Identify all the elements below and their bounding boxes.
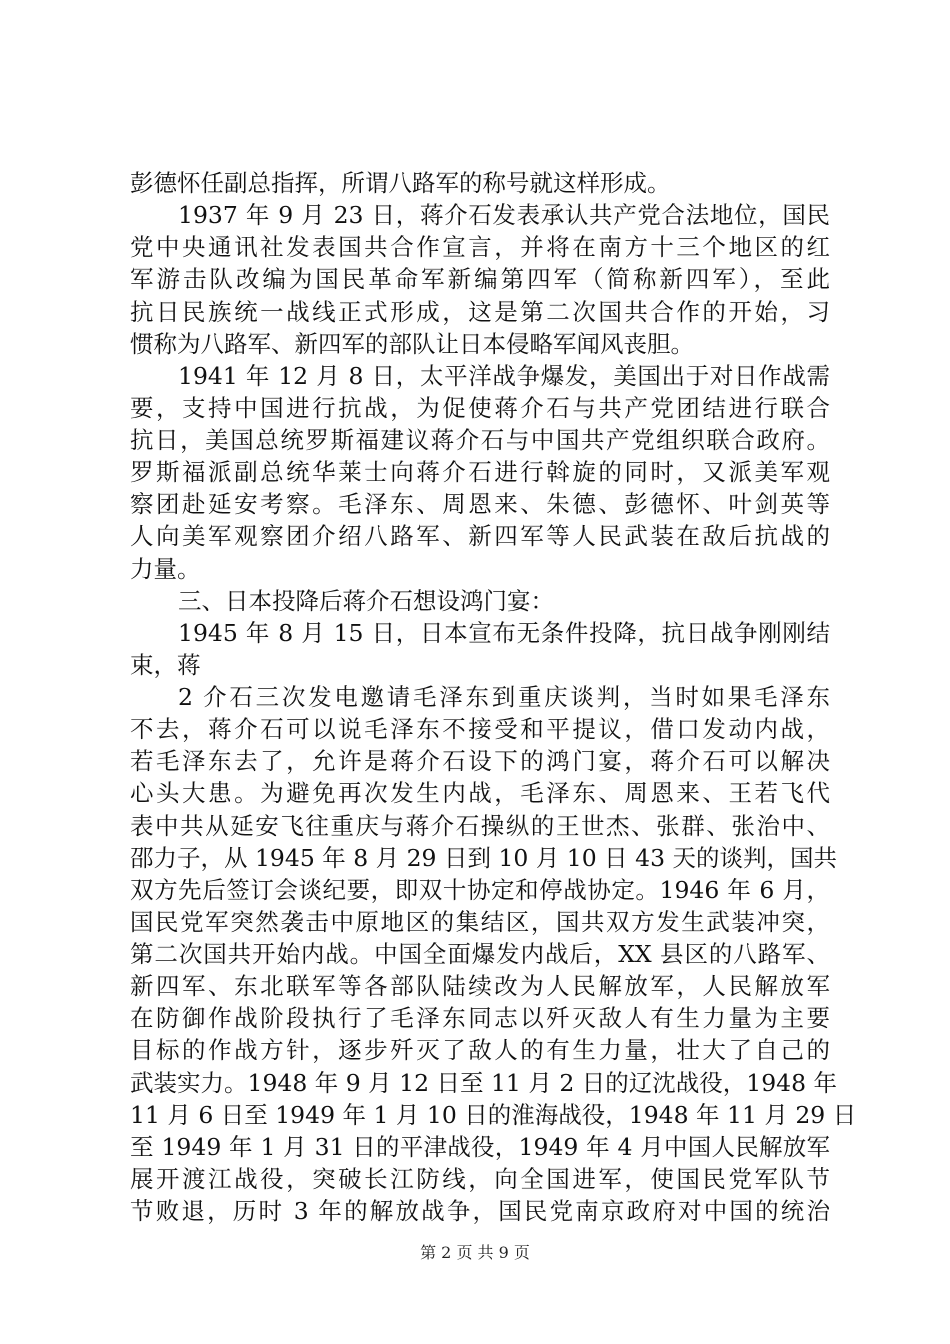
text-line: 2 介石三次发电邀请毛泽东到重庆谈判，当时如果毛泽东 (178, 683, 830, 711)
text-line: 力量。 (130, 555, 201, 583)
page-number-footer: 第 2 页 共 9 页 (420, 1243, 530, 1262)
text-line: 至 1949 年 1 月 31 日的平津战役，1949 年 4 月中国人民解放军 (130, 1133, 830, 1161)
text-line: 军游击队改编为国民革命军新编第四军（简称新四军），至此 (130, 265, 830, 293)
text-line: 彭德怀任副总指挥，所谓八路军的称号就这样形成。 (130, 169, 671, 197)
text-line: 表中共从延安飞往重庆与蒋介石操纵的王世杰、张群、张治中、 (130, 812, 830, 840)
text-line: 节败退，历时 3 年的解放战争，国民党南京政府对中国的统治 (130, 1197, 830, 1225)
text-line: 1945 年 8 月 15 日，日本宣布无条件投降，抗日战争刚刚结 (178, 619, 830, 647)
text-line: 察团赴延安考察。毛泽东、周恩来、朱德、彭德怀、叶剑英等 (130, 490, 830, 518)
text-line: 惯称为八路军、新四军的部队让日本侵略军闻风丧胆。 (130, 330, 694, 358)
text-line: 心头大患。为避免再次发生内战，毛泽东、周恩来、王若飞代 (130, 779, 830, 807)
text-line: 罗斯福派副总统华莱士向蒋介石进行斡旋的同时，又派美军观 (130, 458, 830, 486)
text-line: 第二次国共开始内战。中国全面爆发内战后，XX 县区的八路军、 (130, 940, 830, 968)
text-line: 不去，蒋介石可以说毛泽东不接受和平提议，借口发动内战， (130, 715, 830, 743)
text-line: 11 月 6 日至 1949 年 1 月 10 日的淮海战役，1948 年 11 月 29 日 (130, 1101, 857, 1129)
text-line: 人向美军观察团介绍八路军、新四军等人民武装在敌后抗战的 (130, 522, 830, 550)
text-line: 新四军、东北联军等各部队陆续改为人民解放军，人民解放军 (130, 972, 830, 1000)
text-line: 双方先后签订会谈纪要，即双十协定和停战协定。1946 年 6 月， (130, 876, 830, 904)
section-heading: 三、日本投降后蒋介石想设鸿门宴： (178, 587, 554, 615)
text-line: 束，蒋 (130, 651, 201, 679)
text-line: 抗日，美国总统罗斯福建议蒋介石与中国共产党组织联合政府。 (130, 426, 830, 454)
text-line: 邵力子，从 1945 年 8 月 29 日到 10 月 10 日 43 天的谈判，国共 (130, 844, 838, 872)
text-line: 武装实力。1948 年 9 月 12 日至 11 月 2 日的辽沈战役，1948 年 (130, 1069, 838, 1097)
text-line: 党中央通讯社发表国共合作宣言，并将在南方十三个地区的红 (130, 233, 830, 261)
text-line: 要，支持中国进行抗战，为促使蒋介石与共产党团结进行联合 (130, 394, 830, 422)
text-line: 1937 年 9 月 23 日，蒋介石发表承认共产党合法地位，国民 (178, 201, 830, 229)
text-line: 在防御作战阶段执行了毛泽东同志以歼灭敌人有生力量为主要 (130, 1004, 830, 1032)
text-line: 目标的作战方针，逐步歼灭了敌人的有生力量，壮大了自己的 (130, 1036, 830, 1064)
text-line: 展开渡江战役，突破长江防线，向全国进军，使国民党军队节 (130, 1165, 830, 1193)
text-line: 国民党军突然袭击中原地区的集结区，国共双方发生武装冲突， (130, 908, 830, 936)
text-line: 若毛泽东去了，允许是蒋介石设下的鸿门宴，蒋介石可以解决 (130, 747, 830, 775)
text-line: 抗日民族统一战线正式形成，这是第二次国共合作的开始，习 (130, 298, 830, 326)
text-line: 1941 年 12 月 8 日，太平洋战争爆发，美国出于对日作战需 (178, 362, 830, 390)
